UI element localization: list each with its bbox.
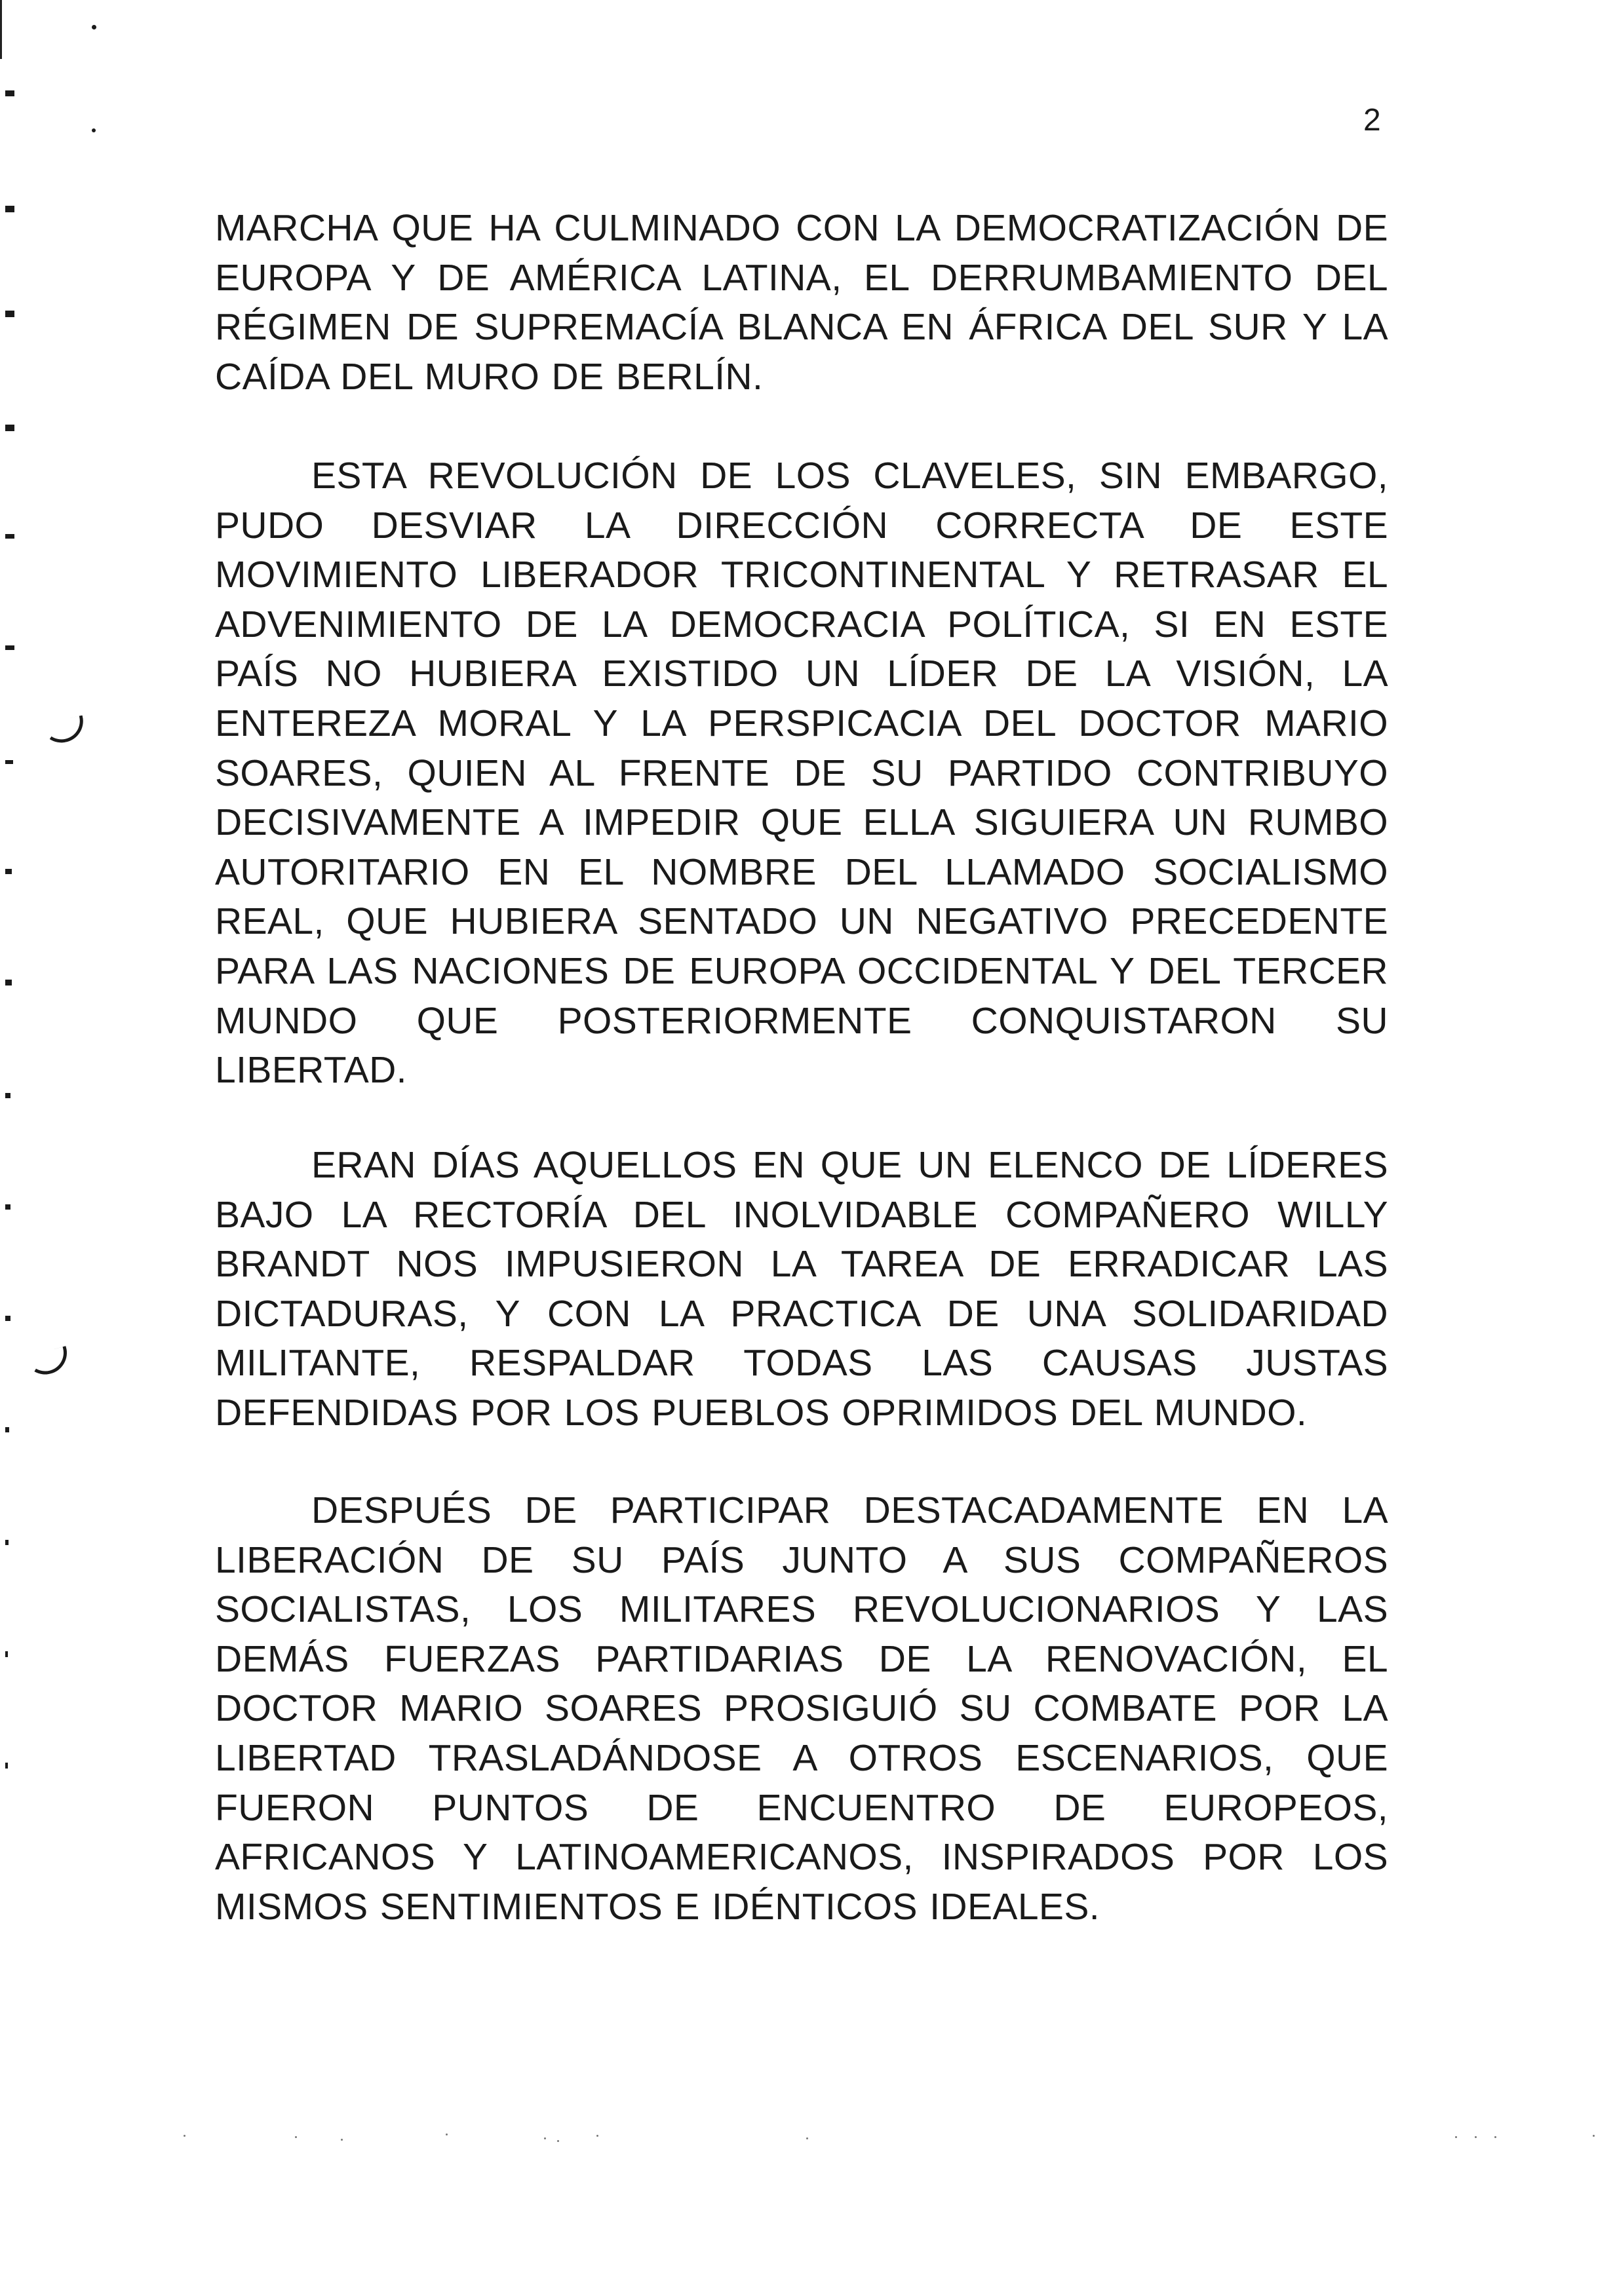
paragraph-1: MARCHA QUE HA CULMINADO CON LA DEMOCRATIZACIÓN DE EUROPA Y DE AMÉRICA LATINA, EL DERRUMBAMIENTO DEL RÉGIMEN DE SUPREMACÍA BLANCA EN ÁFRICA DEL SUR Y LA CAÍDA DEL MURO DE BERLÍN. bbox=[215, 207, 1388, 398]
page-number: 2 bbox=[1363, 103, 1381, 138]
scan-bottom-noise bbox=[164, 2130, 1606, 2149]
paragraph-3: ERAN DÍAS AQUELLOS EN QUE UN ELENCO DE LÍDERES BAJO LA RECTORÍA DEL INOLVIDABLE COMPAÑERO WILLY BRANDT NOS IMPUSIERON LA TAREA DE ERRADICAR LAS DICTADURAS, Y CON LA PRACTICA DE UNA SOLIDARIDAD MILITANTE, RESPALDAR TODAS LAS CAUSAS JUSTAS DEFENDIDAS POR LOS PUEBLOS OPRIMIDOS DEL MUNDO. bbox=[215, 1144, 1388, 1434]
scan-margin-artifacts bbox=[0, 0, 105, 2296]
paragraph-4: DESPUÉS DE PARTICIPAR DESTACADAMENTE EN LA LIBERACIÓN DE SU PAÍS JUNTO A SUS COMPAÑEROS SOCIALISTAS, LOS MILITARES REVOLUCIONARIOS Y LAS DEMÁS FUERZAS PARTIDARIAS DE LA RENOVACIÓN, EL DOCTOR MARIO SOARES PROSIGUIÓ SU COMBATE POR LA LIBERTAD TRASLADÁNDOSE A OTROS ESCENARIOS, QUE FUERON PUNTOS DE ENCUENTRO DE EUROPEOS, AFRICANOS Y LATINOAMERICANOS, INSPIRADOS POR LOS MISMOS SENTIMIENTOS E IDÉNTICOS IDEALES. bbox=[215, 1489, 1388, 1928]
paragraph-2: ESTA REVOLUCIÓN DE LOS CLAVELES, SIN EMBARGO, PUDO DESVIAR LA DIRECCIÓN CORRECTA DE ESTE MOVIMIENTO LIBERADOR TRICONTINENTAL Y RETRASAR EL ADVENIMIENTO DE LA DEMOCRACIA POLÍTICA, SI EN ESTE PAÍS NO HUBIERA EXISTIDO UN LÍDER DE LA VISIÓN, LA ENTEREZA MORAL Y LA PERSPICACIA DEL DOCTOR MARIO SOARES, QUIEN AL FRENTE DE SU PARTIDO CONTRIBUYO DECISIVAMENTE A IMPEDIR QUE ELLA SIGUIERA UN RUMBO AUTORITARIO EN EL NOMBRE DEL LLAMADO SOCIALISMO REAL, QUE HUBIERA SENTADO UN NEGATIVO PRECEDENTE PARA LAS NACIONES DE EUROPA OCCIDENTAL Y DEL TERCER MUNDO QUE POSTERIORMENTE CONQUISTARON SU LIBERTAD. bbox=[215, 455, 1388, 1092]
